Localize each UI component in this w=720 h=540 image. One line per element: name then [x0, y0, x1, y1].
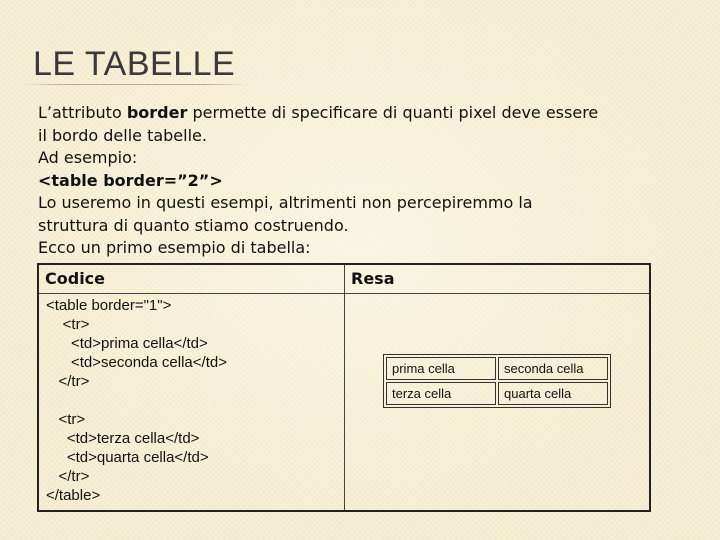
html-code-snippet: <table border="1"> <tr> <td>prima cella</td> <td>seconda cella</td> </tr> <tr> <td>terza cella</td> <td>quarta cella</td> </tr> </table>: [46, 297, 227, 504]
column-header-render: Resa: [351, 269, 395, 288]
intro-line-5: Lo useremo in questi esempi, altrimenti non percepiremmo la: [38, 193, 533, 212]
example-row-2: [386, 382, 608, 405]
example-cell: terza cella: [386, 382, 496, 405]
example-row-1: [386, 357, 608, 380]
intro-line-7: Ecco un primo esempio di tabella:: [38, 238, 311, 257]
intro-line-3: Ad esempio:: [38, 148, 138, 167]
intro-line-4: <table border=”2”>: [38, 170, 223, 190]
rendered-example-table: [383, 354, 611, 408]
intro-line-1: [38, 102, 688, 125]
example-cell: prima cella: [386, 357, 496, 380]
slide-title: LE TABELLE: [33, 45, 236, 83]
example-cell: seconda cella: [498, 357, 608, 380]
intro-line-6: struttura di quanto stiamo costruendo.: [38, 215, 349, 235]
intro-line-1-suffix: permette di specificare di quanti pixel deve essere: [187, 103, 599, 122]
title-underline: [22, 84, 248, 85]
intro-line-1-bold: border: [126, 103, 188, 122]
intro-text: [38, 102, 688, 260]
intro-line-1-prefix: L’attributo: [38, 103, 127, 122]
column-divider: [344, 265, 345, 510]
column-header-code: Codice: [45, 269, 106, 288]
intro-line-2: il bordo delle tabelle.: [38, 125, 207, 145]
example-cell: quarta cella: [498, 382, 608, 405]
